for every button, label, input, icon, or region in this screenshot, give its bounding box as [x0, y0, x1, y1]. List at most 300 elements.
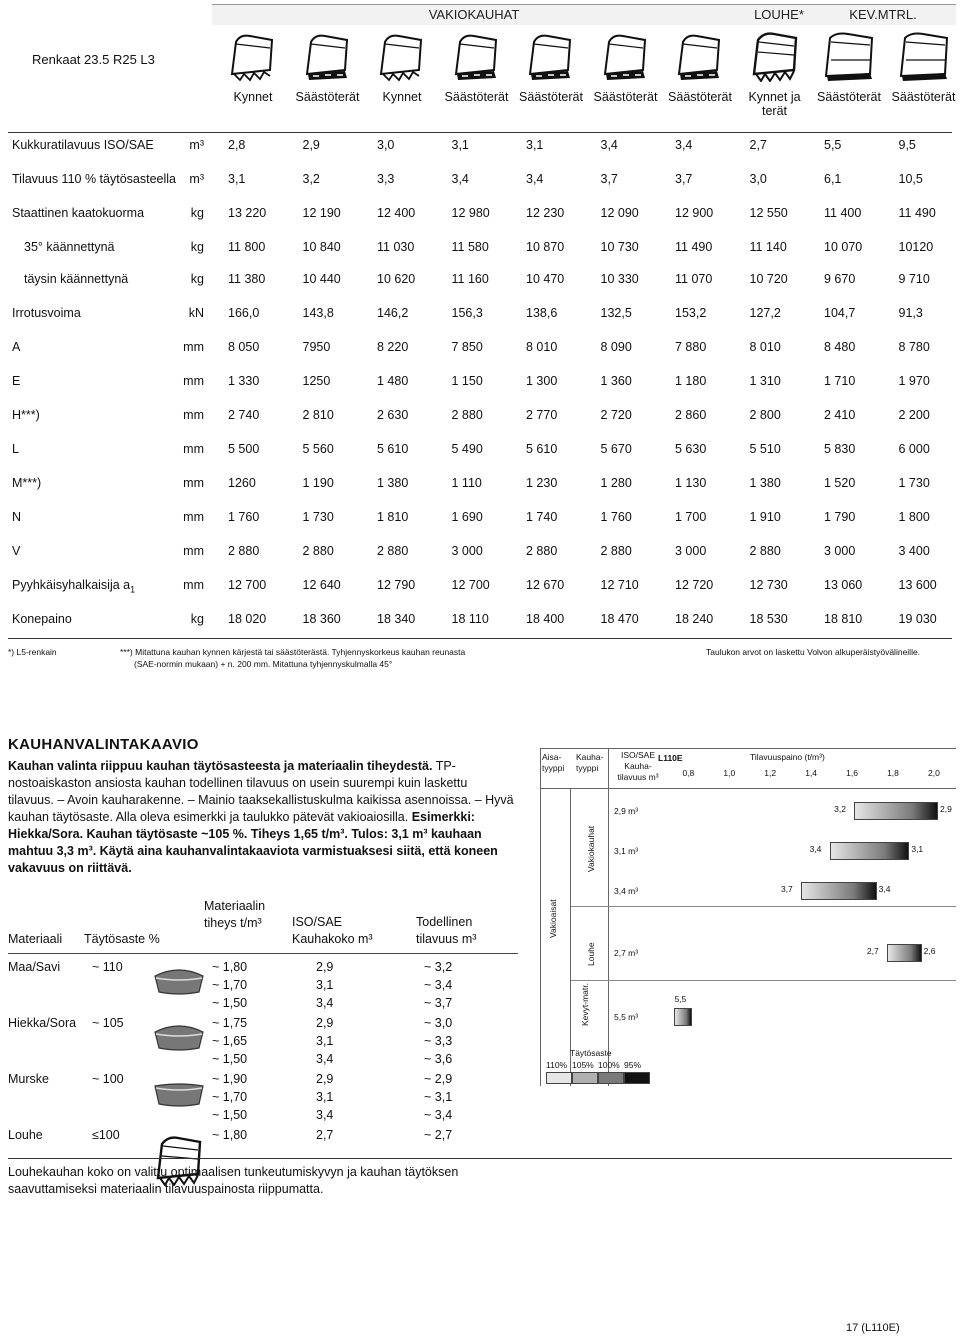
range-end-label: 2,6	[923, 946, 936, 956]
spec-value: 3 000	[451, 544, 483, 558]
density-value: ~ 1,50	[212, 996, 248, 1010]
spec-value: 1 360	[600, 374, 632, 388]
spec-value: 2 630	[377, 408, 409, 422]
bucket-with-bolt-on-edge-icon	[599, 30, 653, 82]
heaped-bucket-icon	[152, 966, 206, 1001]
spec-value: 2 200	[898, 408, 930, 422]
spec-value: 12 980	[451, 206, 490, 220]
spec-value: 9 670	[824, 272, 856, 286]
spec-value: 2 880	[749, 544, 781, 558]
material-name: Murske	[8, 1072, 49, 1086]
density-value: ~ 1,65	[212, 1034, 248, 1048]
spec-value: 2,8	[228, 138, 246, 152]
spec-value: 2 880	[228, 544, 260, 558]
spec-value: 1 790	[824, 510, 856, 524]
spec-value: 1 330	[228, 374, 260, 388]
spec-value: 1 110	[451, 476, 482, 490]
row-label	[24, 240, 115, 254]
page-number: 17 (L110E)	[846, 1322, 900, 1334]
spec-value: 18 110	[451, 612, 489, 626]
row-label-text: Staattinen kaatokuorma	[12, 206, 145, 220]
spec-value: 91,3	[898, 306, 923, 320]
spec-value: 12 700	[228, 578, 267, 592]
spec-value: 1 310	[749, 374, 781, 388]
table-top-rule	[8, 132, 952, 133]
spec-value: 12 230	[526, 206, 565, 220]
spec-value: 12 790	[377, 578, 416, 592]
spec-value: 12 190	[302, 206, 341, 220]
row-label	[12, 578, 135, 595]
bucket-size-label: 3,4 m³	[614, 886, 639, 896]
rock-bucket-icon	[748, 30, 802, 82]
spec-value: 8 780	[898, 340, 930, 354]
spec-value: 2 880	[600, 544, 632, 558]
row-label	[12, 442, 19, 456]
spec-value: 10 620	[377, 272, 416, 286]
column-header: Säästöterät	[295, 90, 360, 104]
spec-value: 2 410	[824, 408, 856, 422]
spec-value: 3,7	[600, 172, 618, 186]
spec-value: 13 220	[228, 206, 267, 220]
actual-volume-value: ~ 3,2	[424, 960, 453, 974]
spec-value: 11 070	[675, 272, 713, 286]
spec-value: 8 090	[600, 340, 632, 354]
density-value: ~ 1,50	[212, 1052, 248, 1066]
spec-value: 10 870	[526, 240, 565, 254]
spec-value: 5 510	[749, 442, 781, 456]
row-label-text: 35° käännettynä	[24, 240, 115, 254]
spec-value: 11 400	[824, 206, 862, 220]
iso-size-value: 3,4	[316, 1108, 334, 1122]
row-label-text: L	[12, 442, 19, 456]
material-name: Hiekka/Sora	[8, 1016, 77, 1030]
fill-legend-swatch	[624, 1072, 650, 1084]
spec-value: 18 530	[749, 612, 788, 626]
row-unit: mm	[183, 578, 204, 592]
spec-value: 1 180	[675, 374, 707, 388]
actual-volume-value: ~ 3,4	[424, 978, 453, 992]
heaped-bucket-icon	[152, 1022, 206, 1057]
spec-value: 2,9	[302, 138, 320, 152]
guide-intro	[8, 758, 514, 877]
chart-title: Tilavuuspaino (t/m³)	[750, 752, 825, 762]
spec-value: 1 760	[228, 510, 260, 524]
guide-heading: KAUHANVALINTAKAAVIO	[8, 736, 199, 753]
group-kevyt-materiaali: KEV.MTRL.	[849, 7, 917, 22]
tyre-label: Renkaat 23.5 R25 L3	[32, 52, 155, 67]
chart-col-bucket: Kauha-tyyppi	[576, 752, 604, 773]
bucket-with-bolt-on-edge-icon	[524, 30, 578, 82]
group-label-louhe: Louhe	[586, 942, 596, 966]
row-label-subscript: 1	[130, 584, 136, 595]
group-label-arm: Vakioaisat	[548, 899, 558, 938]
density-value: ~ 1,90	[212, 1072, 248, 1086]
spec-value: 3,4	[451, 172, 469, 186]
table-bottom-rule	[8, 638, 952, 639]
x-tick-label: 1,6	[846, 768, 858, 778]
row-label	[24, 272, 128, 286]
chart-col-iso: ISO/SAE Kauha-tilavuus m³	[617, 750, 659, 782]
range-start-label: 3,7	[780, 884, 793, 894]
bucket-with-bolt-on-edge-icon	[450, 30, 504, 82]
footnote-tyres: *) L5-renkain	[8, 647, 57, 657]
spec-value: 1 380	[377, 476, 409, 490]
spec-value: 3,0	[377, 138, 395, 152]
bucket-with-teeth-icon	[226, 30, 280, 82]
iso-size-value: 2,7	[316, 1128, 334, 1142]
spec-value: 7950	[302, 340, 331, 354]
range-start-label: 2,7	[866, 946, 879, 956]
chart-top-border	[540, 748, 956, 749]
spec-value: 138,6	[526, 306, 558, 320]
iso-size-value: 2,9	[316, 960, 334, 974]
bucket-range-bar	[854, 802, 938, 820]
spec-value: 18 400	[526, 612, 565, 626]
row-unit: mm	[183, 340, 204, 354]
actual-volume-value: ~ 3,1	[424, 1090, 453, 1104]
x-tick-label: 1,2	[764, 768, 777, 778]
row-label-text: H***)	[12, 408, 40, 422]
guide-bottom-rule	[8, 1158, 952, 1159]
spec-value: 2 720	[600, 408, 632, 422]
chart-model: L110E	[658, 753, 683, 763]
spec-value: 18 340	[377, 612, 416, 626]
row-unit: mm	[183, 476, 204, 490]
spec-value: 1 690	[451, 510, 483, 524]
material-fill: ≤100	[92, 1128, 120, 1142]
bucket-with-bolt-on-edge-icon	[673, 30, 727, 82]
row-label-text: Irrotusvoima	[12, 306, 81, 320]
material-fill: ~ 105	[92, 1016, 124, 1030]
spec-value: 3,4	[675, 138, 693, 152]
spec-value: 1 700	[675, 510, 707, 524]
chart-col-arm: Aisa-tyyppi	[542, 752, 565, 773]
row-unit: mm	[183, 442, 204, 456]
density-value: ~ 1,75	[212, 1016, 248, 1030]
spec-value: 12 670	[526, 578, 565, 592]
header-divider	[540, 788, 956, 789]
spec-value: 127,2	[749, 306, 781, 320]
row-unit: kN	[188, 306, 204, 320]
footnote-measure-2: (SAE-normin mukaan) + n. 200 mm. Mitattuna tyhjennyskulmalla 45°	[134, 659, 393, 669]
column-header: Säästöterät	[519, 90, 583, 104]
fill-legend-swatch	[572, 1072, 598, 1084]
actual-volume-value: ~ 3,3	[424, 1034, 453, 1048]
header-material: Materiaali	[8, 932, 63, 946]
row-label	[12, 510, 21, 524]
spec-value: 18 470	[600, 612, 639, 626]
spec-value: 11 030	[377, 240, 415, 254]
spec-value: 6 000	[898, 442, 930, 456]
spec-value: 166,0	[228, 306, 260, 320]
row-label-text: Konepaino	[12, 612, 72, 626]
spec-value: 3,1	[228, 172, 246, 186]
row-label	[12, 138, 154, 152]
actual-volume-value: ~ 3,4	[424, 1108, 453, 1122]
header-actual: Todellinen tilavuus m³	[416, 915, 477, 946]
louhe-divider	[571, 980, 956, 981]
range-end-label: 5,5	[674, 994, 687, 1004]
bucket-size-label: 2,7 m³	[614, 948, 639, 958]
actual-volume-value: ~ 3,0	[424, 1016, 453, 1030]
row-label-text: V	[12, 544, 21, 558]
fill-legend-label: 110%	[546, 1060, 568, 1070]
spec-value: 146,2	[377, 306, 409, 320]
spec-value: 2 880	[302, 544, 334, 558]
density-value: ~ 1,70	[212, 1090, 248, 1104]
spec-value: 3,2	[302, 172, 320, 186]
chart-left-border	[540, 748, 541, 1086]
spec-value: 5 830	[824, 442, 856, 456]
spec-value: 12 700	[451, 578, 490, 592]
spec-value: 3,4	[600, 138, 618, 152]
spec-value: 1 190	[302, 476, 334, 490]
spec-value: 1 480	[377, 374, 409, 388]
spec-value: 3,3	[377, 172, 395, 186]
footnote-values: Taulukon arvot on laskettu Volvon alkuperäistyövälineille.	[706, 647, 921, 657]
material-name: Maa/Savi	[8, 960, 61, 974]
spec-value: 1 910	[749, 510, 781, 524]
spec-value: 12 090	[600, 206, 639, 220]
row-label-text: Kukkuratilavuus ISO/SAE	[12, 138, 154, 152]
material-name: Louhe	[8, 1128, 43, 1142]
spec-value: 10 440	[302, 272, 341, 286]
level-bucket-icon	[152, 1078, 206, 1113]
x-tick-label: 1,0	[723, 768, 736, 778]
spec-value: 7 850	[451, 340, 483, 354]
range-end-label: 3,1	[911, 844, 924, 854]
spec-value: 1 740	[526, 510, 558, 524]
spec-value: 18 240	[675, 612, 714, 626]
bucket-with-bolt-on-edge-icon	[301, 30, 355, 82]
row-label-text: Pyyhkäisyhalkaisija a	[12, 578, 131, 592]
header-density: Materiaalin tiheys t/m³	[204, 899, 266, 930]
fill-legend-swatch	[546, 1072, 572, 1084]
spec-value: 1 970	[898, 374, 930, 388]
spec-value: 132,5	[600, 306, 632, 320]
spec-value: 1250	[302, 374, 331, 388]
spec-value: 12 400	[377, 206, 416, 220]
x-tick-label: 0,8	[682, 768, 695, 778]
density-value: ~ 1,80	[212, 1128, 248, 1142]
spec-value: 10,5	[898, 172, 923, 186]
spec-value: 13 600	[898, 578, 937, 592]
row-unit: mm	[183, 374, 204, 388]
spec-value: 13 060	[824, 578, 863, 592]
arm-divider	[570, 788, 571, 1086]
spec-value: 19 030	[898, 612, 937, 626]
spec-value: 1 730	[898, 476, 930, 490]
bucket-divider	[608, 748, 609, 1086]
header-iso: ISO/SAE Kauhakoko m³	[292, 915, 373, 946]
bucket-size-label: 2,9 m³	[614, 806, 639, 816]
bucket-selection-chart	[540, 748, 956, 1086]
row-label	[12, 206, 144, 220]
spec-value: 10 730	[600, 240, 639, 254]
spec-value: 1 130	[675, 476, 707, 490]
row-unit: kg	[190, 272, 204, 286]
iso-size-value: 3,1	[316, 1034, 334, 1048]
spec-value: 2 880	[451, 408, 483, 422]
row-label-text: Tilavuus 110 % täytösasteella	[12, 172, 176, 186]
spec-value: 104,7	[824, 306, 856, 320]
fill-legend-swatch	[598, 1072, 624, 1084]
spec-value: 11 580	[451, 240, 489, 254]
spec-value: 1 730	[302, 510, 334, 524]
spec-value: 9,5	[898, 138, 916, 152]
row-unit: kg	[190, 206, 204, 220]
spec-value: 2,7	[749, 138, 767, 152]
x-tick-label: 1,8	[887, 768, 899, 778]
material-table-rule	[8, 953, 518, 954]
spec-value: 5 500	[228, 442, 260, 456]
spec-value: 11 800	[228, 240, 266, 254]
actual-volume-value: ~ 2,9	[424, 1072, 453, 1086]
header-fill: Täytösaste %	[84, 932, 160, 946]
bucket-size-label: 5,5 m³	[614, 1012, 639, 1022]
spec-value: 1 810	[377, 510, 409, 524]
bucket-with-teeth-icon	[375, 30, 429, 82]
spec-value: 8 220	[377, 340, 409, 354]
vakio-divider	[571, 906, 956, 907]
spec-value: 8 480	[824, 340, 856, 354]
iso-size-value: 3,1	[316, 1090, 334, 1104]
x-tick-label: 2,0	[928, 768, 940, 778]
group-label-vakiokauhat: Vakiokauhat	[586, 825, 596, 872]
column-header: Säästöterät	[817, 90, 881, 104]
guide-intro-text: TP-nostoaiskaston ansiosta kauhan todellinen tilavuus on usein suurempi kuin laskettu tilavuus. – Avoin kauharakenne. – Mainio taaksekallistuskulma kaikissa asennoissa. – Hyvä kauhan täytösaste. Alla oleva esimerkki ja taulukko pätevät vakioaiosilla.	[8, 759, 514, 824]
spec-value: 10 070	[824, 240, 863, 254]
fill-legend-label: 100%	[598, 1060, 620, 1070]
spec-value: 3 000	[824, 544, 856, 558]
spec-value: 7 880	[675, 340, 707, 354]
light-material-bucket-icon	[822, 30, 876, 82]
density-value: ~ 1,80	[212, 960, 248, 974]
spec-value: 9 710	[898, 272, 930, 286]
range-end-label: 3,4	[878, 884, 891, 894]
iso-size-value: 3,1	[316, 978, 334, 992]
spec-value: 3,1	[451, 138, 469, 152]
row-unit: kg	[190, 240, 204, 254]
spec-value: 8 010	[526, 340, 558, 354]
spec-value: 12 710	[600, 578, 639, 592]
group-vakiokauhat: VAKIOKAUHAT	[428, 7, 520, 22]
spec-value: 5 670	[600, 442, 632, 456]
spec-value: 3,7	[675, 172, 693, 186]
fill-legend-label: 95%	[624, 1060, 642, 1070]
row-label	[12, 408, 40, 422]
spec-value: 10 470	[526, 272, 565, 286]
spec-value: 2 740	[228, 408, 260, 422]
spec-value: 1 520	[824, 476, 856, 490]
spec-value: 156,3	[451, 306, 483, 320]
row-label-text: M***)	[12, 476, 42, 490]
column-header: Säästöterät	[891, 90, 956, 104]
spec-value: 2 880	[377, 544, 409, 558]
row-label	[12, 374, 20, 388]
spec-value: 11 160	[451, 272, 489, 286]
range-start-label: 3,2	[834, 804, 846, 814]
bucket-range-bar	[830, 842, 910, 860]
group-label-kevyt: Kevyt-matr.	[580, 983, 590, 1026]
actual-volume-value: ~ 3,6	[424, 1052, 453, 1066]
spec-value: 5 490	[451, 442, 483, 456]
spec-value: 3,1	[526, 138, 544, 152]
iso-size-value: 2,9	[316, 1016, 334, 1030]
spec-value: 5,5	[824, 138, 842, 152]
louhe-note: Louhekauhan koko on valittu optimaalisen tunkeutumiskyvyn ja kauhan täytöksen saavuttamiseksi materiaalin tilavuuspainosta riippumatta.	[8, 1165, 459, 1196]
iso-size-value: 3,4	[316, 996, 334, 1010]
spec-value: 1 300	[526, 374, 558, 388]
row-label	[12, 340, 20, 354]
spec-value: 5 630	[675, 442, 707, 456]
row-unit: m³	[189, 172, 204, 186]
spec-value: 2 880	[526, 544, 558, 558]
row-label	[12, 172, 176, 186]
spec-value: 2 860	[675, 408, 707, 422]
bucket-range-bar	[801, 882, 877, 900]
spec-value: 3 400	[898, 544, 930, 558]
column-header: Kynnet ja terät	[748, 90, 801, 118]
row-label-text: täysin käännettynä	[24, 272, 129, 286]
row-label	[12, 612, 72, 626]
spec-value: 12 550	[749, 206, 788, 220]
spec-value: 12 640	[302, 578, 341, 592]
spec-value: 3 000	[675, 544, 707, 558]
spec-value: 1 710	[824, 374, 856, 388]
row-label	[12, 544, 20, 558]
row-label-text: N	[12, 510, 22, 524]
column-header: Säästöterät	[593, 90, 658, 104]
spec-value: 2 770	[526, 408, 558, 422]
row-label	[12, 306, 81, 320]
spec-value: 143,8	[302, 306, 334, 320]
column-header: Kynnet	[382, 90, 422, 104]
spec-value: 2 800	[749, 408, 781, 422]
column-header: Säästöterät	[668, 90, 732, 104]
row-label-text: A	[12, 340, 21, 354]
density-value: ~ 1,70	[212, 978, 248, 992]
spec-value: 18 360	[302, 612, 341, 626]
spec-value: 1260	[228, 476, 256, 490]
bucket-range-bar	[887, 944, 922, 962]
spec-value: 8 010	[749, 340, 781, 354]
spec-value: 3,0	[749, 172, 767, 186]
iso-size-value: 2,9	[316, 1072, 334, 1086]
column-header: Säästöterät	[444, 90, 509, 104]
row-unit: mm	[183, 408, 204, 422]
spec-value: 12 900	[675, 206, 714, 220]
fill-legend-title: Täytösaste	[570, 1048, 612, 1058]
spec-value: 1 150	[451, 374, 483, 388]
spec-value: 5 610	[377, 442, 409, 456]
bucket-range-bar	[674, 1008, 692, 1026]
spec-value: 12 730	[749, 578, 788, 592]
density-value: ~ 1,50	[212, 1108, 248, 1122]
material-fill: ~ 110	[92, 960, 123, 974]
spec-value: 1 230	[526, 476, 558, 490]
row-label-text: E	[12, 374, 21, 388]
spec-value: 11 490	[675, 240, 713, 254]
spec-value: 6,1	[824, 172, 842, 186]
spec-value: 11 380	[228, 272, 266, 286]
spec-value: 11 490	[898, 206, 936, 220]
spec-value: 1 380	[749, 476, 781, 490]
spec-value: 5 610	[526, 442, 558, 456]
iso-size-value: 3,4	[316, 1052, 334, 1066]
spec-value: 18 020	[228, 612, 267, 626]
x-tick-label: 1,4	[805, 768, 818, 778]
